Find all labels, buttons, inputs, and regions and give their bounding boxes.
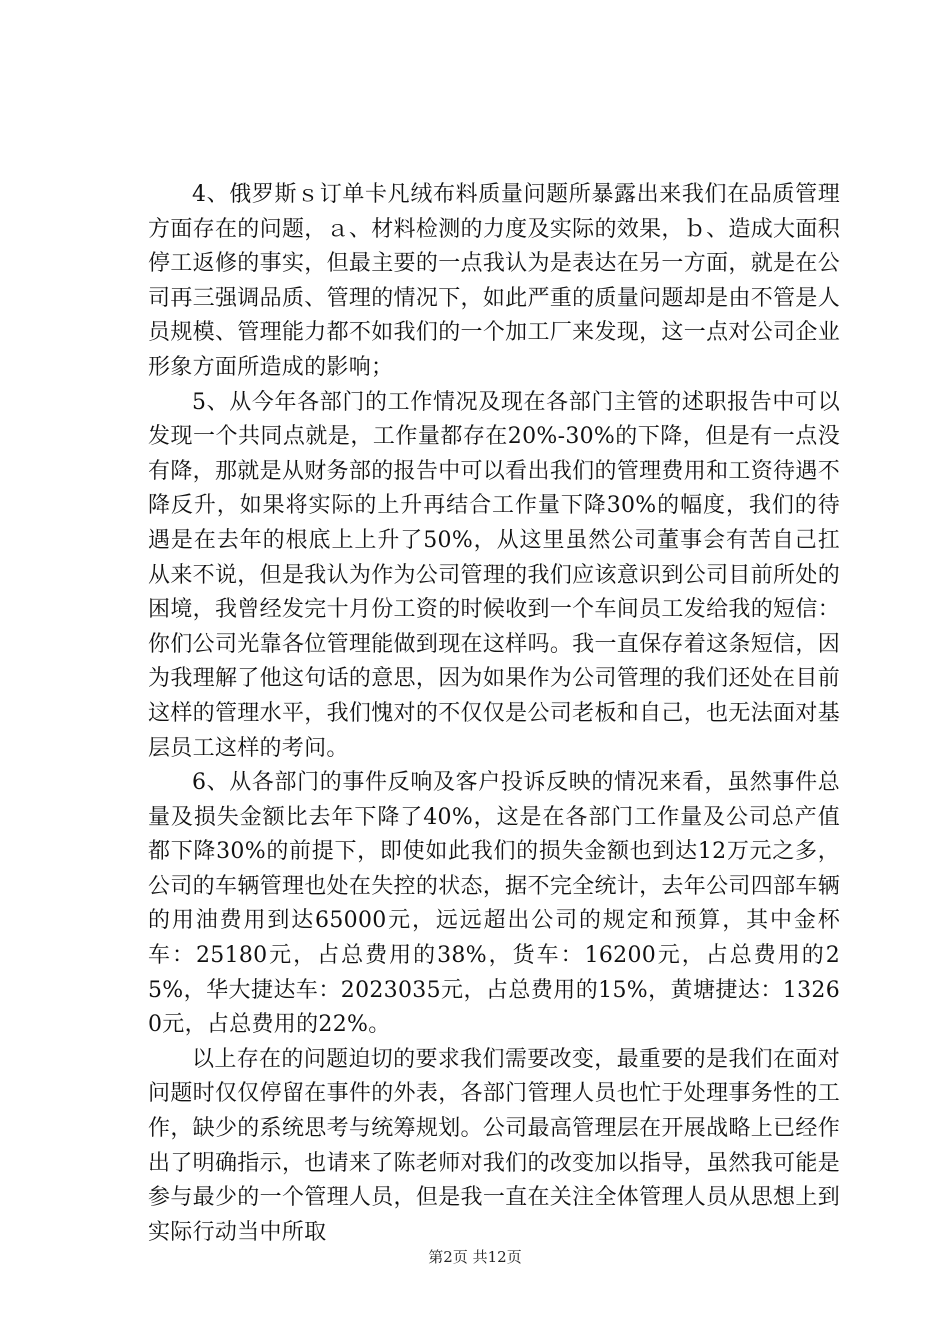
document-body <box>148 178 840 1250</box>
paragraph-summary: 以上存在的问题迫切的要求我们需要改变，最重要的是我们在面对问题时仅仅停留在事件的外表，各部门管理人员也忙于处理事务性的工作，缺少的系统思考与统筹规划。公司最高管理层在开展战略上已经作出了明确指示，也请来了陈老师对我们的改变加以指导，虽然我可能是参与最少的一个管理人员，但是我一直在关注全体管理人员从思想上到实际行动当中所取 <box>148 1046 840 1245</box>
page-number-footer: 第2页 共12页 <box>428 1248 522 1266</box>
paragraph-item-5: 5、从今年各部门的工作情况及现在各部门主管的述职报告中可以发现一个共同点就是，工作量都存在20%-30%的下降，但是有一点没有降，那就是从财务部的报告中可以看出我们的管理费用和工资待遇不降反升，如果将实际的上升再结合工作量下降30%的幅度，我们的待遇是在去年的根底上上升了50%，从这里虽然公司董事会有苦自己扛从来不说，但是我认为作为公司管理的我们应该意识到公司目前所处的困境，我曾经发完十月份工资的时候收到一个车间员工发给我的短信：你们公司光靠各位管理能做到现在这样吗。我一直保存着这条短信，因为我理解了他这句话的意思，因为如果作为公司管理的我们还处在目前这样的管理水平，我们愧对的不仅仅是公司老板和自己，也无法面对基层员工这样的考问。 <box>148 389 840 761</box>
paragraph-item-6: 6、从各部门的事件反响及客户投诉反映的情况来看，虽然事件总量及损失金额比去年下降了40%，这是在各部门工作量及公司总产值都下降30%的前提下，即使如此我们的损失金额也到达12万元之多，公司的车辆管理也处在失控的状态，据不完全统计，去年公司四部车辆的用油费用到达65000元，远远超出公司的规定和预算，其中金杯车：25180元，占总费用的38%，货车：16200元，占总费用的25%，华大捷达车：2023035元，占总费用的15%，黄塘捷达：13260元，占总费用的22%。 <box>148 770 840 1038</box>
paragraph-item-4: 4、俄罗斯ｓ订单卡凡绒布料质量问题所暴露出来我们在品质管理方面存在的问题，ａ、材料检测的力度及实际的效果，ｂ、造成大面积停工返修的事实，但最主要的一点我认为是表达在另一方面，就是在公司再三强调品质、管理的情况下，如此严重的质量问题却是由不管是人员规模、管理能力都不如我们的一个加工厂来发现，这一点对公司企业形象方面所造成的影响； <box>148 182 840 380</box>
